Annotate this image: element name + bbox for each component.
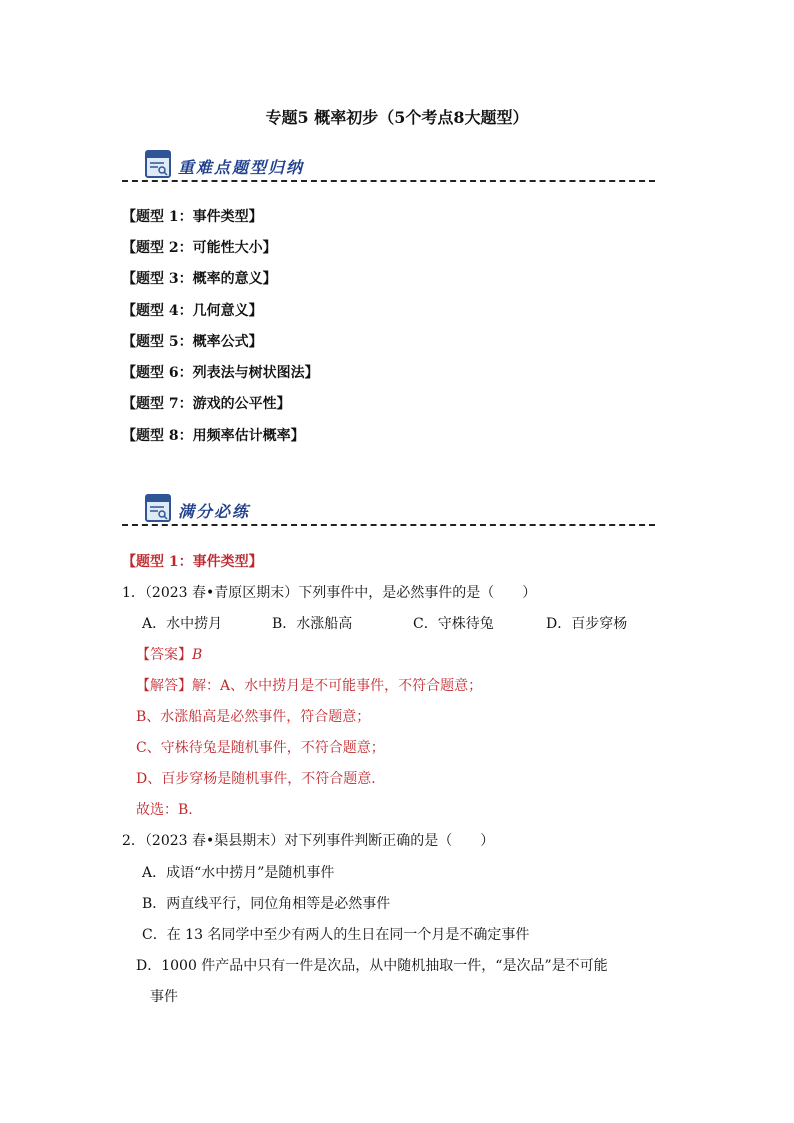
section-heading: 重难点题型归纳: [178, 158, 305, 177]
option: B．水涨船高: [272, 616, 353, 632]
document-search-icon: [145, 150, 171, 178]
analysis-label: 【解答】: [136, 678, 192, 694]
analysis-text: 解：A、水中捞月是不可能事件，不符合题意；: [192, 678, 483, 694]
divider: [122, 180, 655, 182]
question-stem: 2．（2023 春•渠县期末）对下列事件判断正确的是（ ）: [122, 833, 495, 849]
document-search-icon: [145, 494, 171, 522]
option: D．1000 件产品中只有一件是次品，从中随机抽取一件，“是次品”是不可能: [136, 958, 608, 974]
option: C．在 13 名同学中至少有两人的生日在同一个月是不确定事件: [142, 927, 530, 943]
type-list-item: 【题型 4：几何意义】: [122, 303, 263, 319]
analysis-line: D、百步穿杨是随机事件，不符合题意.: [136, 771, 376, 787]
type-list-item: 【题型 7：游戏的公平性】: [122, 396, 291, 412]
option: B．两直线平行，同位角相等是必然事件: [142, 896, 391, 912]
answer-value: B: [192, 647, 203, 663]
section-heading: 满分必练: [178, 502, 251, 521]
analysis-line: C、守株待兔是随机事件，不符合题意；: [136, 740, 385, 756]
type-list-item: 【题型 3：概率的意义】: [122, 271, 277, 287]
option-continuation: 事件: [150, 989, 178, 1005]
answer-label: 【答案】: [136, 647, 192, 663]
question-stem: 1．（2023 春•青原区期末）下列事件中，是必然事件的是（ ）: [122, 585, 537, 601]
type-list-item: 【题型 2：可能性大小】: [122, 240, 277, 256]
type-list-item: 【题型 6：列表法与树状图法】: [122, 365, 319, 381]
page-title: 专题5 概率初步（5个考点8大题型）: [265, 108, 529, 127]
type-list-item: 【题型 1：事件类型】: [122, 209, 263, 225]
option: A．水中捞月: [142, 616, 223, 632]
type-list-item: 【题型 8：用频率估计概率】: [122, 428, 305, 444]
analysis-line: B、水涨船高是必然事件，符合题意；: [136, 709, 371, 725]
type-heading: 【题型 1：事件类型】: [122, 554, 263, 570]
divider: [122, 524, 655, 526]
option: C．守株待兔: [413, 616, 494, 632]
option: A．成语“水中捞月”是随机事件: [142, 865, 335, 881]
answer-line: [136, 644, 202, 664]
analysis-line: [136, 675, 482, 695]
conclusion: 故选：B.: [136, 802, 193, 818]
type-list-item: 【题型 5：概率公式】: [122, 334, 263, 350]
option: D．百步穿杨: [546, 616, 628, 632]
